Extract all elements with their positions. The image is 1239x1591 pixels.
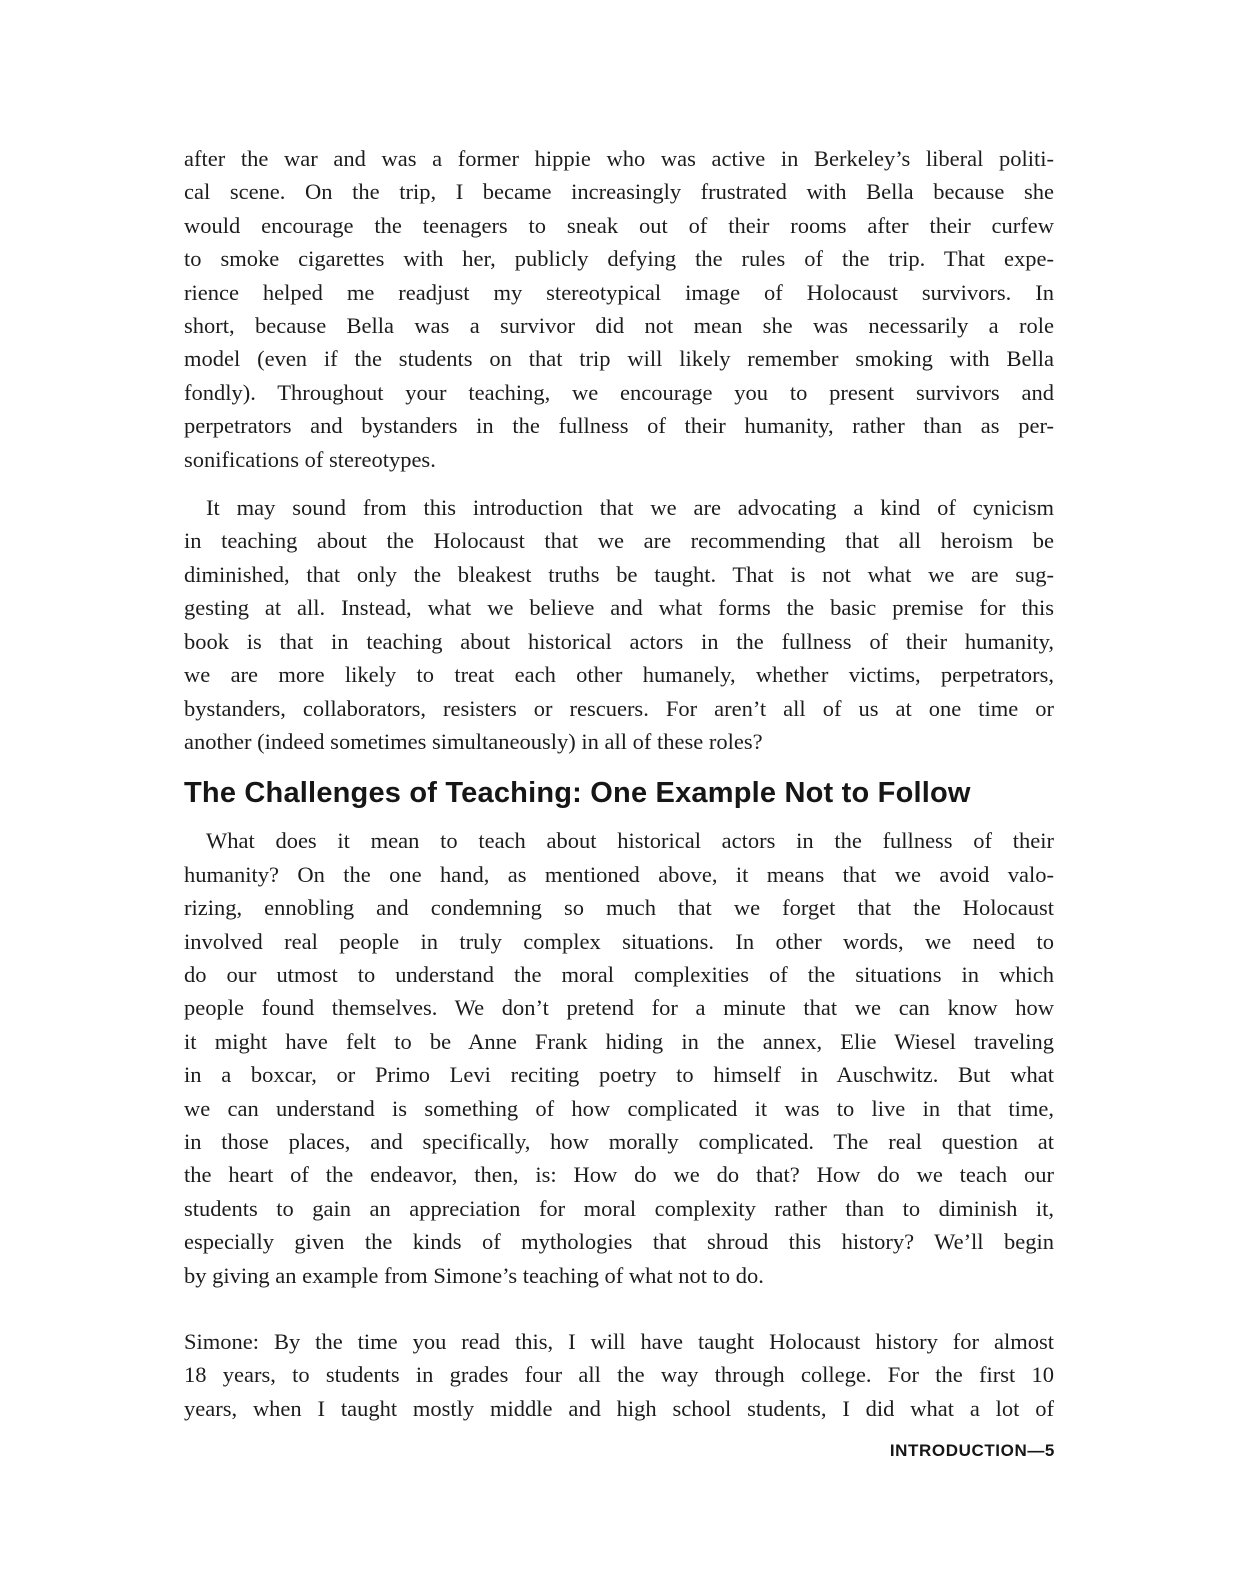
text-line: model (even if the students on that trip will likely remember smoking with Bella [184,346,1054,372]
text-line: in a boxcar, or Primo Levi reciting poetry to himself in Auschwitz. But what [184,1062,1054,1088]
text-line: students to gain an appreciation for moral complexity rather than to diminish it, [184,1195,1054,1221]
text-line: after the war and was a former hippie who was active in Berkeley’s liberal politi- [184,146,1054,171]
text-line: diminished, that only the bleakest truths be taught. That is not what we are sug- [184,561,1054,587]
text-line: sonifications of stereotypes. [184,446,436,472]
section-heading: The Challenges of Teaching: One Example Not to Follow [184,777,971,810]
paragraph [184,142,1054,476]
text-line: involved real people in truly complex situations. In other words, we need to [184,928,1054,954]
text-line: rience helped me readjust my stereotypical image of Holocaust survivors. In [184,279,1054,305]
text-line: humanity? On the one hand, as mentioned above, it means that we avoid valo- [184,861,1054,887]
text-line: especially given the kinds of mythologies that shroud this history? We’ll begin [184,1229,1054,1255]
text-line: short, because Bella was a survivor did not mean she was necessarily a role [184,313,1054,339]
text-line: do our utmost to understand the moral complexities of the situations in which [184,961,1054,987]
text-line: 18 years, to students in grades four all the way through college. For the first 10 [184,1362,1054,1388]
text-line: by giving an example from Simone’s teaching of what not to do. [184,1262,764,1288]
text-line: another (indeed sometimes simultaneously) in all of these roles? [184,728,763,754]
text-line: people found themselves. We don’t pretend for a minute that we can know how [184,995,1054,1021]
text-line: we are more likely to treat each other humanely, whether victims, perpetrators, [184,662,1054,688]
text-line: perpetrators and bystanders in the fullness of their humanity, rather than as per- [184,413,1054,439]
text-line: bystanders, collaborators, resisters or rescuers. For aren’t all of us at one time or [184,695,1054,721]
text-line: in those places, and specifically, how morally complicated. The real question at [184,1128,1054,1154]
text-line: What does it mean to teach about historical actors in the fullness of their [206,828,1054,854]
text-line: Simone: By the time you read this, I will have taught Holocaust history for almost [184,1329,1054,1354]
text-line: fondly). Throughout your teaching, we encourage you to present survivors and [184,379,1054,405]
text-line: we can understand is something of how complicated it was to live in that time, [184,1095,1054,1121]
paragraph [184,1307,1054,1425]
text-line: cal scene. On the trip, I became increasingly frustrated with Bella because she [184,179,1054,205]
paragraph [184,824,1054,1292]
page-footer-label: INTRODUCTION—5 [889,1441,1055,1460]
text-line: years, when I taught mostly middle and high school students, I did what a lot of [184,1395,1054,1421]
text-line: to smoke cigarettes with her, publicly defying the rules of the trip. That expe- [184,246,1054,272]
text-line: rizing, ennobling and condemning so much that we forget that the Holocaust [184,895,1054,921]
paragraph [184,491,1054,758]
page-body [184,142,1054,1440]
text-line: in teaching about the Holocaust that we are recommending that all heroism be [184,528,1054,554]
text-line: book is that in teaching about historical actors in the fullness of their humanity, [184,628,1054,654]
text-line: would encourage the teenagers to sneak out of their rooms after their curfew [184,212,1054,238]
text-line: the heart of the endeavor, then, is: How do we do that? How do we teach our [184,1162,1054,1188]
text-line: It may sound from this introduction that we are advocating a kind of cynicism [206,495,1054,521]
text-line: it might have felt to be Anne Frank hiding in the annex, Elie Wiesel traveling [184,1028,1054,1054]
page-footer [890,1441,1055,1461]
text-line: gesting at all. Instead, what we believe and what forms the basic premise for this [184,595,1054,621]
